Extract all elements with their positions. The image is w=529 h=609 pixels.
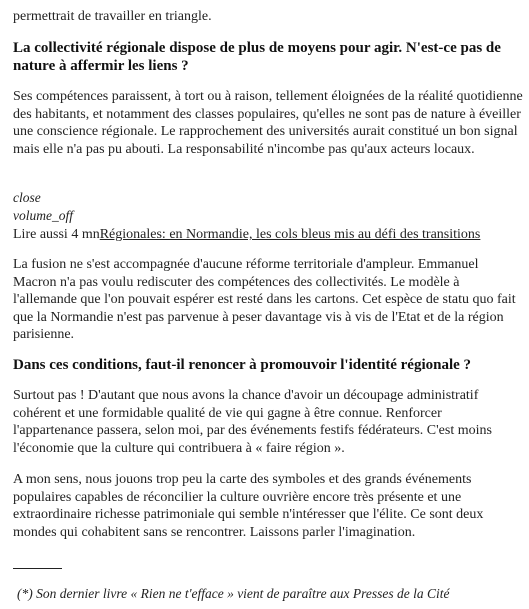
article-paragraph: La fusion ne s'est accompagnée d'aucune réforme territoriale d'ampleur. Emmanuel Macron n'a pas voulu rediscuter des compétences des collectivités. Le modèle à l'allemande que l'on pouvait espérer est resté dans les cartons. Cet espèce de statu quo fait que la Normandie n'est pas parvenue à peser davantage vis à vis de l'Etat et de la région parisienne. <box>13 257 516 343</box>
interview-question: La collectivité régionale dispose de plus de moyens pour agir. N'est-ce pas de nature à affermir les liens ? <box>13 40 501 74</box>
footnote-separator <box>13 568 62 569</box>
interview-answer: A mon sens, nous jouons trop peu la carte des symboles et des grands événements populaires capables de réconcilier la culture ouvrière encore très présente et une extraordinaire richesse patrimoniale qui semble n'intéresser que l'élite. Ce sont deux mondes qui cohabitent sans se rencontrer. Laissons parler l'imagination. <box>13 472 484 540</box>
related-article-link[interactable]: Régionales: en Normandie, les cols bleus mis au défi des transitions <box>99 227 481 242</box>
lead-fragment: permettrait de travailler en triangle. <box>13 9 212 24</box>
volume-off-icon[interactable]: volume_off <box>13 208 73 223</box>
interview-answer: Surtout pas ! D'autant que nous avons la chance d'avoir un découpage administratif cohérent et une formidable qualité de vie qui gagne à être connue. Renforcer l'appartenance passera, selon moi, par des événements festifs fédérateurs. C'est moins l'économie que la culture qui contribuera à « faire région ». <box>13 388 492 456</box>
read-duration: 4 mn <box>71 227 100 242</box>
footnote: (*) Son dernier livre « Rien ne t'efface » vient de paraître aux Presses de la Cité <box>17 586 450 601</box>
interview-question: Dans ces conditions, faut-il renoncer à promouvoir l'identité régionale ? <box>13 357 472 373</box>
read-also-label: Lire aussi <box>13 227 68 242</box>
close-icon[interactable]: close <box>13 190 41 205</box>
interview-answer: Ses compétences paraissent, à tort ou à raison, tellement éloignées de la réalité quotidienne des habitants, et notamment des classes populaires, qu'elles ne sont pas de nature à éveiller une conscience régionale. Le rapprochement des universités aurait constitué un bon signal mais elle n'a pas pu abouti. La responsabilité n'incombe pas qu'aux acteurs locaux. <box>13 89 523 157</box>
read-also-block <box>13 226 525 243</box>
